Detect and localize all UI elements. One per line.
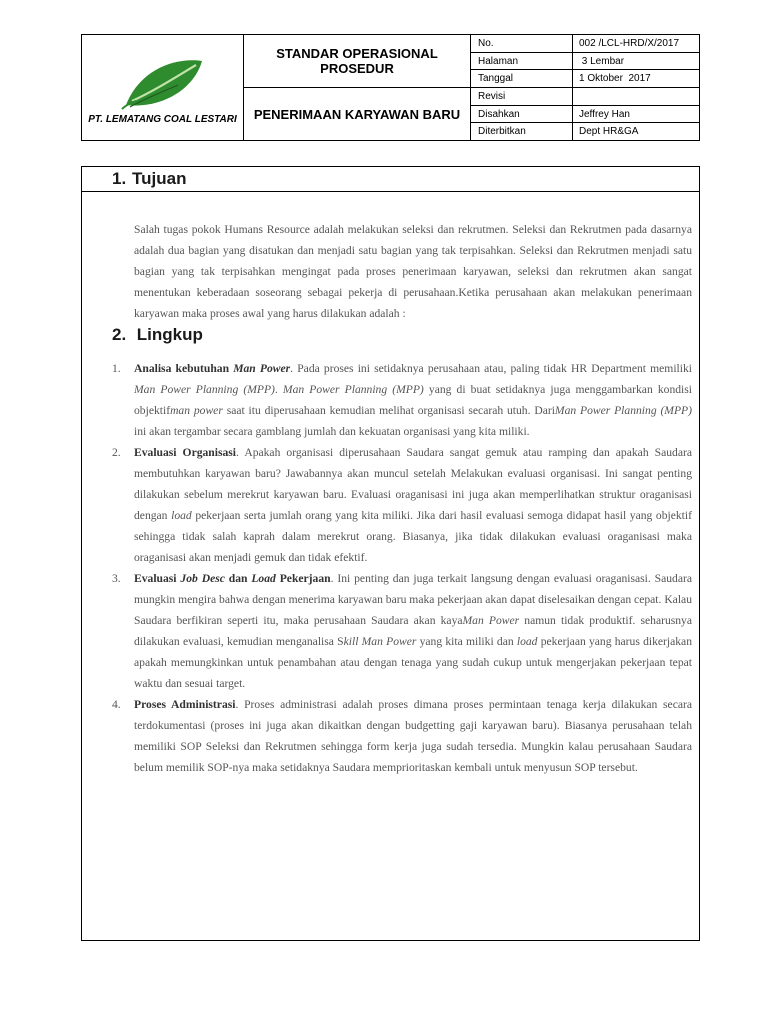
info-label: Disahkan <box>471 106 573 123</box>
section-title: Tujuan <box>132 169 187 188</box>
info-row <box>471 35 699 53</box>
doc-title: PENERIMAAN KARYAWAN BARU <box>253 106 461 122</box>
doc-type: STANDAR OPERASIONAL PROSEDUR <box>244 35 470 88</box>
info-value <box>573 88 699 105</box>
info-label: Halaman <box>471 53 573 70</box>
title-cell <box>244 35 471 140</box>
info-value: 002 /LCL-HRD/X/2017 <box>579 38 680 49</box>
info-label: Diterbitkan <box>471 123 573 140</box>
info-table <box>471 35 699 140</box>
info-row <box>471 70 699 88</box>
section-heading-tujuan <box>82 167 699 192</box>
section-number: 1. <box>112 169 127 188</box>
info-value: Jeffrey Han <box>579 108 630 120</box>
list-text: Evaluasi Job Desc dan Load Pekerjaan. Ini penting dan juga terkait langsung dengan evaluasi oraganisasi. Saudara mungkin mengira bahwa dengan menerima karyawan baru maka pekerjaan akan dapat diselesaikan dengan cepat. Kalau Saudara berfikiran seperti itu, maka perusahaan Saudara akan kayaMan Power namun tidak produktif. seharusnya dilakukan evaluasi, kemudian menganalisa Skill Man Power yang kita miliki dan load pekerjaan yang harus dikerjakan apakah memungkinkan untuk penambahan atau dengan tenaga yang sudah cukup untuk mengerjakan pekerjaan tepat waktu dan sesuai target. <box>134 572 692 690</box>
leaf-logo-icon <box>120 55 206 113</box>
info-label: No. <box>471 35 573 52</box>
list-index: 1. <box>112 362 121 375</box>
list-index: 3. <box>112 572 121 585</box>
info-label: Revisi <box>471 88 573 105</box>
section-heading-lingkup <box>112 325 203 345</box>
lingkup-list <box>112 358 692 778</box>
list-item <box>112 442 692 568</box>
list-text: Analisa kebutuhan Man Power. Pada proses ini setidaknya perusahaan atau, paling tidak HR Department memiliki Man Power Planning (MPP). Man Power Planning (MPP) yang di buat setidaknya juga menggambarkan kondisi objektifman power saat itu diperusahaan kemudian melihat organisasi secarah utuh. DariMan Power Planning (MPP) ini akan tergambar secara gamblang jumlah dan kekuatan organisasi yang kita miliki. <box>134 362 692 438</box>
list-index: 4. <box>112 698 121 711</box>
logo-cell <box>82 35 244 140</box>
content-box <box>81 166 700 941</box>
info-value: 1 Oktober 2017 <box>579 73 651 85</box>
info-value: Dept HR&GA <box>579 126 639 138</box>
list-text: Proses Administrasi. Proses administrasi adalah proses dimana proses permintaan tenaga kerja dilakukan secara terdokumentasi (proses ini juga akan dikaitkan dengan budgetting gaji karyawan baru). Biasanya perusahaan telah memiliki SOP Seleksi dan Rekrutmen sehingga form kerja juga sudah tersedia. Mungkin kalau perusahaan Saudara belum memilik SOP-nya maka setidaknya Saudara memprioritaskan kembali untuk menyusun SOP tersebut. <box>134 698 692 774</box>
document-header <box>81 34 700 141</box>
info-row <box>471 123 699 140</box>
info-row <box>471 88 699 106</box>
info-value: 3 Lembar <box>579 55 625 67</box>
list-index: 2. <box>112 446 121 459</box>
list-text: Evaluasi Organisasi. Apakah organisasi diperusahaan Saudara sangat gemuk atau ramping dan apakah Saudara membutuhkan karyawan baru? Jawabannya akan muncul setelah Melakukan evaluasi organisasi. Ini sangat penting dilakukan sebelum merekrut karyawan baru. Evaluasi oraganisasi ini juga akan memperlihatkan struktur oraganisasi dengan load pekerjaan serta jumlah orang yang kita miliki. Jika dari hasil evaluasi semoga didapat hasil yang objektif sehingga tidak salah kaprah dalam merekrut orang. Biasanya, jika tidak dilakukan evaluasi oraganisasi maka oraganisasi akan menjadi gemuk dan tidak efektif. <box>134 446 692 564</box>
list-item <box>112 568 692 694</box>
section-title: Lingkup <box>136 325 203 344</box>
list-item <box>112 358 692 442</box>
tujuan-paragraph: Salah tugas pokok Humans Resource adalah melakukan seleksi dan rekrutmen. Seleksi dan Rekrutmen pada dasarnya adalah dua bagian yang disatukan dan menjadi satu bagian yang tak terpisahkan. Seleksi dan Rekrutmen menjadi satu bagian yang tak terpisahkan mengingat pada proses penerimaan karyawan, seleksi dan rekrutmen akan sangat menentukan keberadaan soseorang sebagai pekerja di perusahaan.Ketika perusahaan akan melakukan penerimaan karyawan maka proses awal yang harus dilakukan adalah : <box>134 223 692 320</box>
info-row <box>471 53 699 71</box>
info-label: Tanggal <box>471 70 573 87</box>
section-number: 2. <box>112 325 127 344</box>
info-row <box>471 106 699 124</box>
list-item <box>112 694 692 778</box>
company-name: PT. LEMATANG COAL LESTARI <box>88 114 237 125</box>
